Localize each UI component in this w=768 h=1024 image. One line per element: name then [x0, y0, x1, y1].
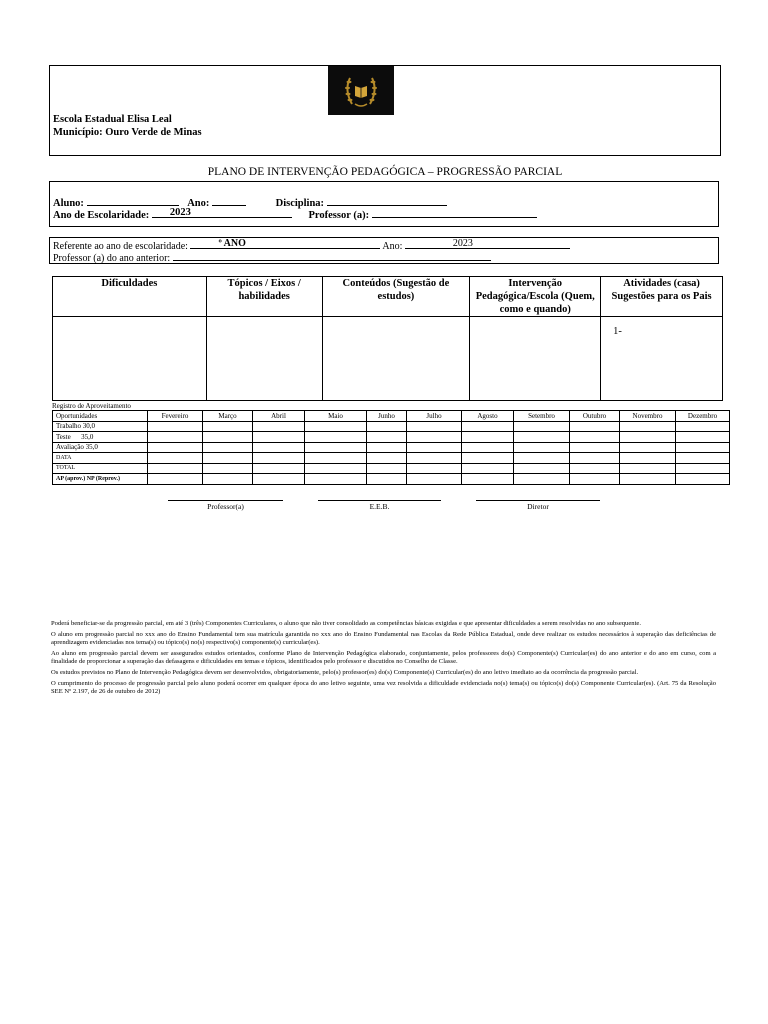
ano-escolaridade-value: 2023 — [169, 207, 191, 218]
cell-dificuldades[interactable] — [53, 317, 207, 401]
ano-escolaridade-label: Ano de Escolaridade: — [53, 210, 150, 221]
legal-text — [51, 620, 716, 699]
aluno-field[interactable] — [87, 195, 179, 206]
ref-ano-value: 2023 — [452, 238, 473, 249]
row-label: Avaliação 35,0 — [53, 442, 148, 453]
laurel-book-emblem-icon — [328, 66, 394, 115]
record-title: Registro de Aproveitamento — [52, 402, 131, 410]
legal-paragraph: Os estudos previstos no Plano de Intervenção Pedagógica devem ser desenvolvidos, obrigatoriamente, pelo(s) professor(es) do(s) Componente(s) Curricular(es) do ano letivo imediato ao da ocorrência da progressão parcial. — [51, 668, 639, 676]
ano-escolaridade-field[interactable] — [152, 207, 292, 218]
legal-paragraph: Poderá beneficiar-se da progressão parcial, em até 3 (três) Componentes Curriculares, o aluno que não tiver consolidado as competências básicas exigidas e que apresentar dificuldades a serem resolvidas no ano subsequente. — [51, 620, 641, 627]
activity-item: 1- — [613, 326, 622, 337]
col-month: Maio — [305, 411, 367, 422]
ano-label: Ano: — [187, 198, 210, 209]
cell-atividades[interactable] — [601, 317, 723, 401]
table-row — [53, 442, 730, 453]
table-row — [53, 463, 730, 474]
referente-field[interactable] — [190, 238, 380, 249]
disciplina-label: Disciplina: — [275, 198, 325, 209]
col-month: Fevereiro — [148, 411, 203, 422]
col-month: Novembro — [620, 411, 676, 422]
col-month: Março — [203, 411, 253, 422]
row-label: Teste 35,0 — [53, 432, 148, 443]
header-intervencao: Intervenção Pedagógica/Escola (Quem, como e quando) — [470, 277, 601, 317]
row-label: Trabalho 30,0 — [53, 421, 148, 432]
professor-anterior-field[interactable] — [173, 250, 491, 261]
record-table — [52, 410, 730, 485]
col-month: Agosto — [462, 411, 514, 422]
col-month: Julho — [407, 411, 462, 422]
cell-topicos[interactable] — [206, 317, 322, 401]
professor-label: Professor (a): — [308, 210, 370, 221]
table-row — [53, 432, 730, 443]
legal-paragraph: Ao aluno em progressão parcial devem ser assegurados estudos orientados, conforme Plano de Intervenção Pedagógica elaborado, conjuntamente, pelos professores do(s) Componente(s) Curricular(es) do ano anterior e do ano em curso, com a finalidade de proporcionar a superação das defasagens e dificuldades em temas e tópicos, identificados pelo professor e discutidos no Conselho de Classe. — [51, 649, 716, 666]
plan-table — [52, 276, 723, 401]
cell-conteudos[interactable] — [322, 317, 470, 401]
student-row-2 — [53, 207, 537, 221]
table-row — [53, 453, 730, 464]
disciplina-field[interactable] — [327, 195, 447, 206]
signature-diretor: Diretor — [476, 500, 600, 511]
header-conteudos: Conteúdos (Sugestão de estudos) — [322, 277, 470, 317]
col-month: Abril — [253, 411, 305, 422]
legal-paragraph: O cumprimento do processo de progressão parcial pelo aluno poderá ocorrer em qualquer época do ano letivo seguinte, uma vez resolvida a dificuldade evidenciada no(s) tema(s) ou tópico(s) do(s) Componente Curricular(es). (Art. 75 da Resolução SEE Nº 2.197, de 26 de outubro de 2012) — [51, 679, 716, 696]
ano-field[interactable] — [212, 195, 246, 206]
row-label: TOTAL — [53, 463, 148, 474]
school-logo — [328, 66, 394, 115]
school-municipality: Município: Ouro Verde de Minas — [53, 127, 202, 138]
table-row — [53, 474, 730, 485]
signature-eeb: E.E.B. — [318, 500, 441, 511]
legal-paragraph: O aluno em progressão parcial no xxx ano do Ensino Fundamental tem sua matrícula garantida no xxx ano do Ensino Fundamental nas Escolas da Rede Pública Estadual, onde deve realizar os estudos necessários à superação das deficiências de aprendizagem evidenciadas nos tema(s) ou tópico(s) no(s) respectivo(s) componente(s) curricular(es). — [51, 630, 716, 647]
professor-anterior-label: Professor (a) do ano anterior: — [53, 253, 171, 264]
row-label: DATA — [53, 453, 148, 464]
signature-professor: Professor(a) — [168, 500, 283, 511]
header-dificuldades: Dificuldades — [53, 277, 207, 317]
header-topicos: Tópicos / Eixos / habilidades — [206, 277, 322, 317]
school-name: Escola Estadual Elisa Leal — [53, 114, 172, 125]
row-label: AP (aprov.) NP (Reprov.) — [53, 474, 148, 485]
table-row — [53, 421, 730, 432]
col-month: Setembro — [514, 411, 570, 422]
header-atividades: Atividades (casa) Sugestões para os Pais — [601, 277, 723, 317]
col-month: Junho — [367, 411, 407, 422]
col-month: Outubro — [570, 411, 620, 422]
page-title: PLANO DE INTERVENÇÃO PEDAGÓGICA – PROGRESSÃO PARCIAL — [207, 166, 563, 178]
col-oportunidades: Oportunidades — [53, 411, 148, 422]
professor-field[interactable] — [372, 207, 537, 218]
referente-label: Referente ao ano de escolaridade: — [53, 241, 188, 252]
col-month: Dezembro — [676, 411, 730, 422]
ref-ano-label: Ano: — [382, 241, 403, 252]
ref-ano-field[interactable] — [405, 238, 570, 249]
aluno-label: Aluno: — [53, 198, 84, 209]
reference-row-2 — [53, 250, 491, 264]
cell-intervencao[interactable] — [470, 317, 601, 401]
referente-value: º ANO — [218, 238, 246, 249]
